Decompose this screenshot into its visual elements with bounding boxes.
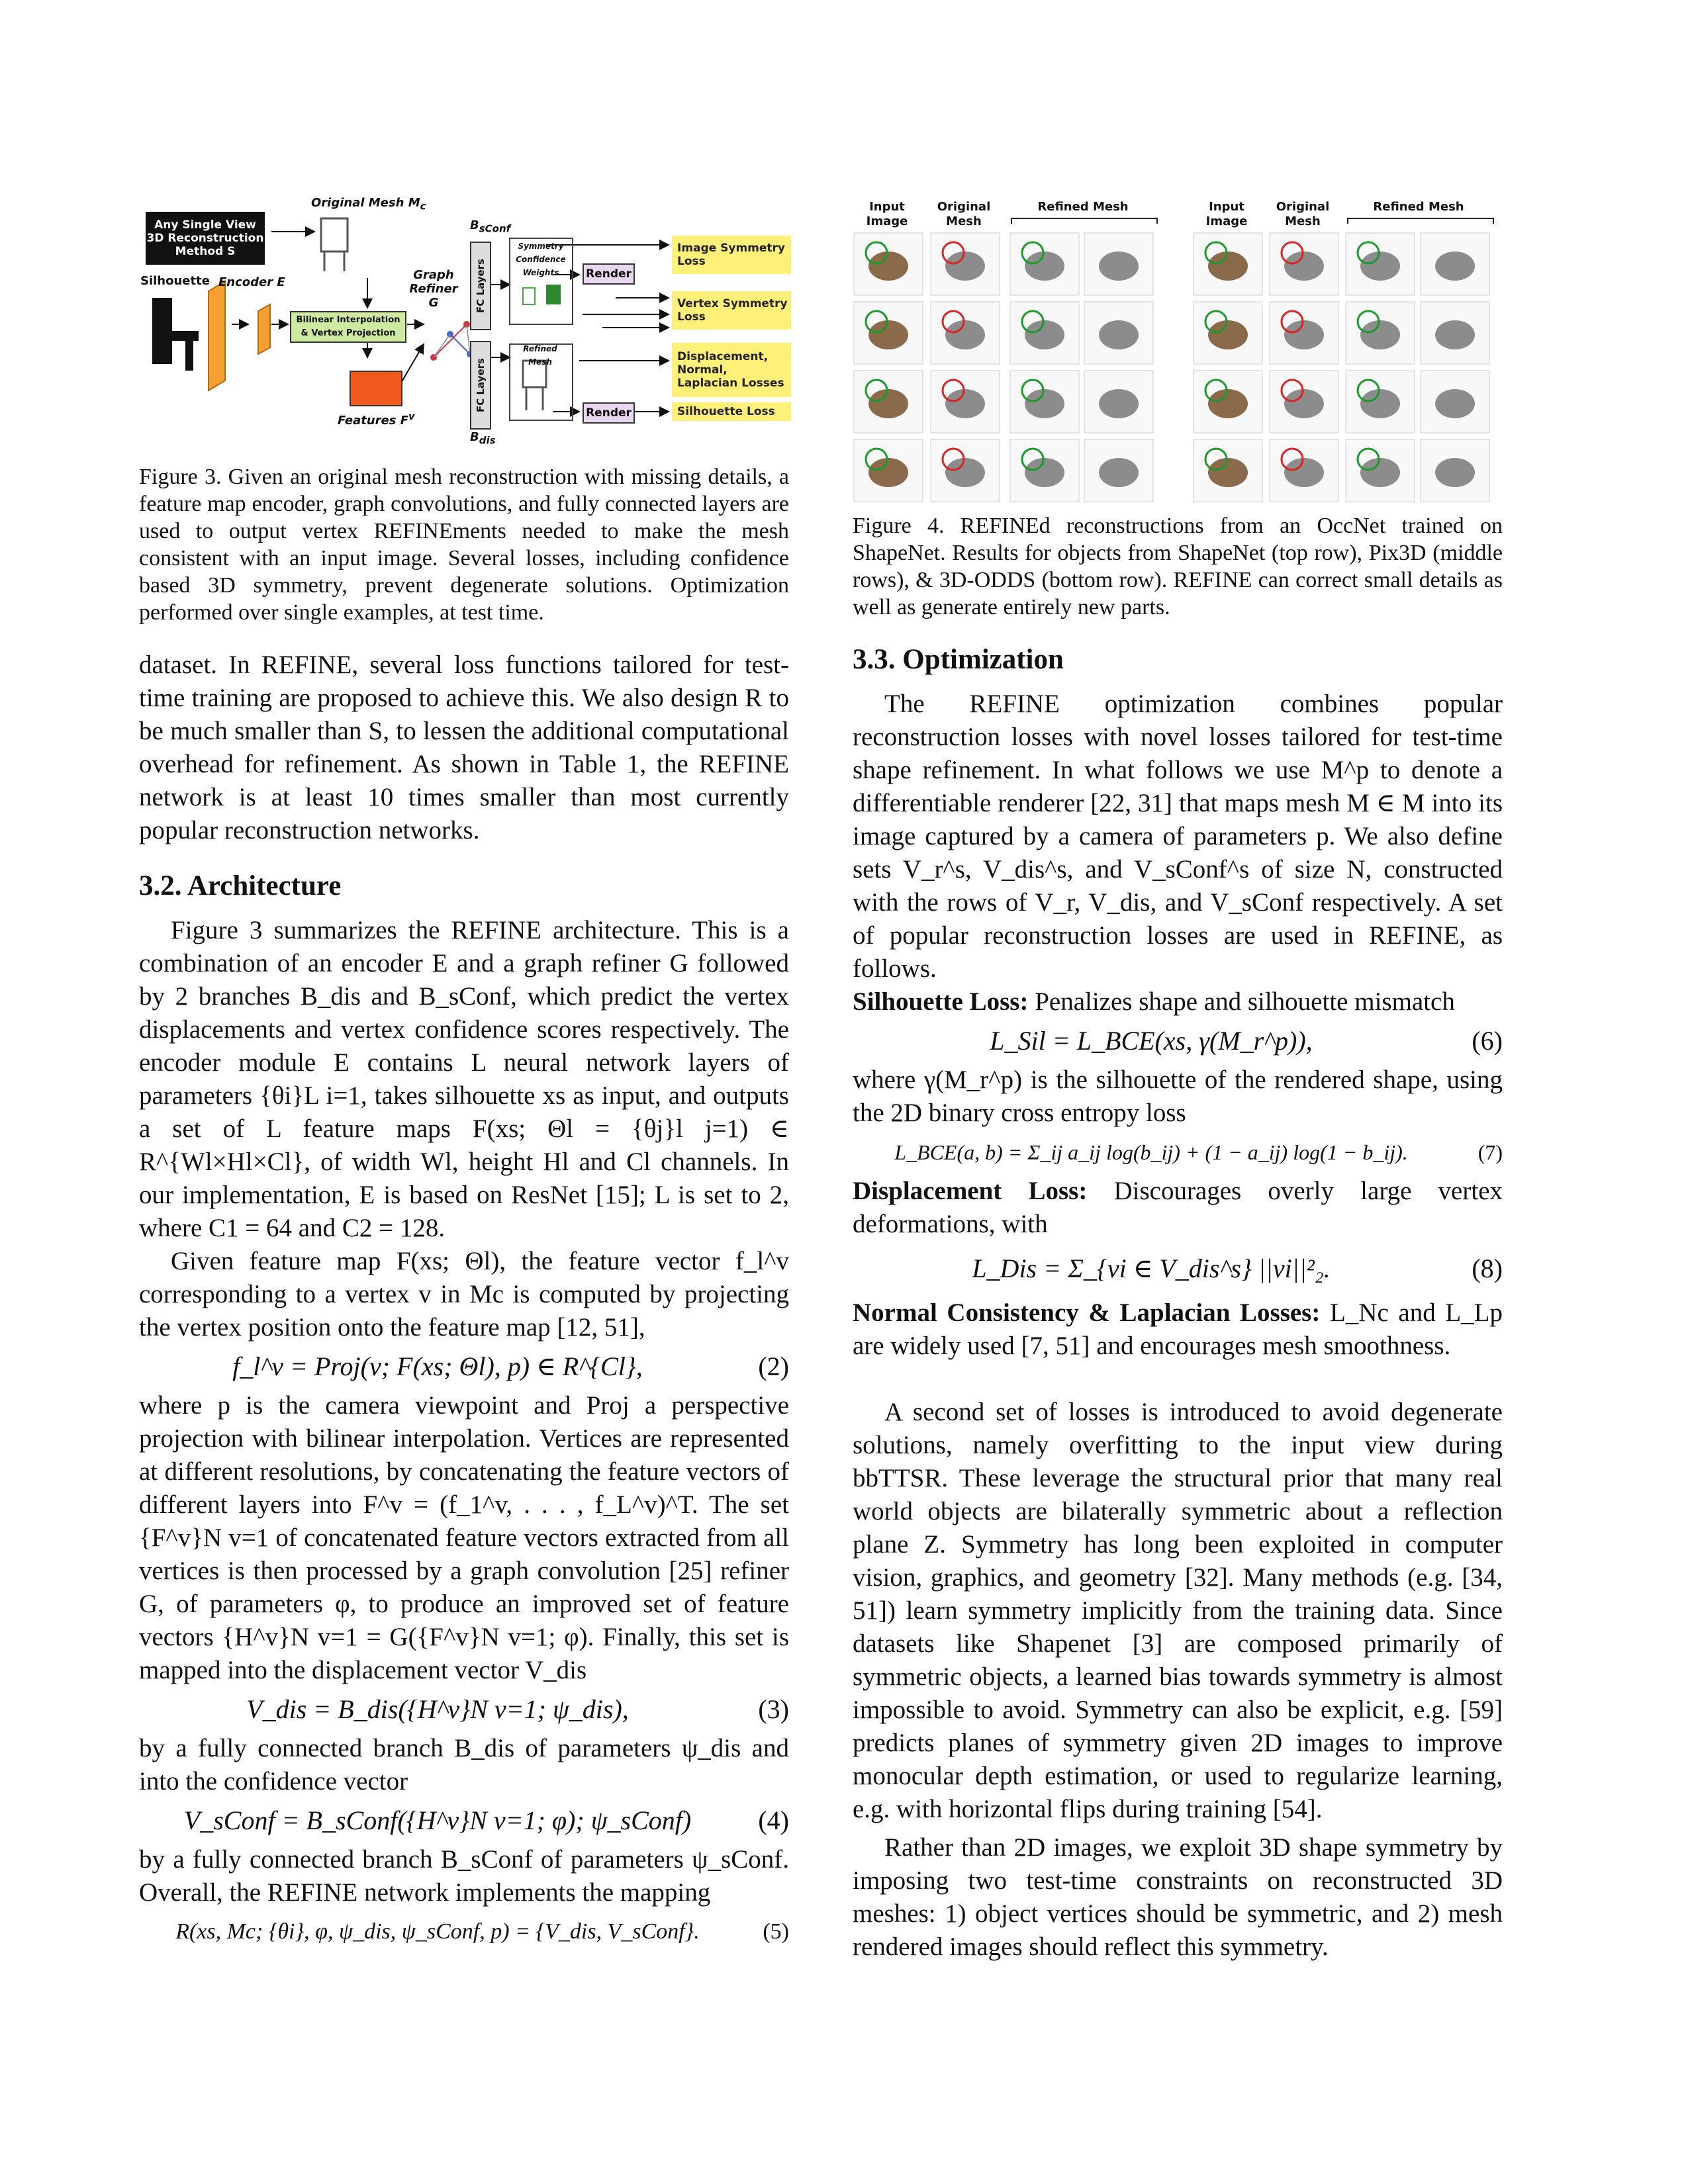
fig3-encoder-label: Encoder E [218, 275, 285, 289]
fig3-features-block [350, 371, 402, 406]
fig3-sym-conf-label: Symmetry Confidence Weights [516, 242, 566, 277]
fig4-object-shape [1025, 251, 1064, 281]
fig4-object-shape [945, 458, 985, 487]
silhouette-loss-title: Silhouette Loss: [853, 987, 1029, 1016]
equation-8-number: (8) [1472, 1253, 1503, 1283]
fig4-header-refined-right: Refined Mesh [1373, 200, 1464, 214]
right-column [853, 192, 1503, 1964]
fig4-object-shape [1099, 458, 1139, 487]
left-paragraph-5: by a fully connected branch B_dis of parameters ψ_dis and into the confidence vector [139, 1734, 789, 1796]
fig4-object-shape [1284, 389, 1324, 418]
fig3-features-label: Features $F^v$ [338, 410, 415, 428]
fig4-object-shape [868, 458, 908, 487]
equation-2-number: (2) [758, 1351, 789, 1381]
fig4-object-shape [1360, 389, 1400, 418]
fig4-object-shape [1360, 251, 1400, 281]
normal-laplacian-text: L_Nc and L_Lp are widely used [7, 51] and encourages mesh smoothness. [853, 1298, 1503, 1360]
fig4-header-input-right: Input Image [1205, 200, 1248, 228]
silhouette-loss-text: Penalizes shape and silhouette mismatch [1028, 987, 1455, 1016]
left-paragraph-3: Given feature map F(xs; Θl), the feature vector f_l^v corresponding to a vertex v in Mc is computed by projecting the vertex position onto the feature map [12, 51], [139, 1247, 789, 1342]
fig4-object-shape [1360, 458, 1400, 487]
equation-3-number: (3) [758, 1694, 789, 1724]
fig3-fc-layers-bottom: FC Layers [470, 341, 491, 430]
equation-5-number: (5) [763, 1919, 789, 1944]
fig4-object-shape [1099, 251, 1139, 281]
right-paragraph-1: The REFINE optimization combines popular reconstruction losses with novel losses tailored for test-time shape refinement. In what follows we use M^p to denote a differentiable renderer [22, 31] that maps mesh M ∈ M into its image captured by a camera of parameters p. We also define sets V_r^s, V_dis^s, and V_sConf^s of size N, constructed with the rows of V_r, V_dis, and V_sConf respectively. A set of popular reconstruction losses are used in REFINE, as follows. [853, 690, 1503, 983]
equation-8-body: L_Dis = Σ_{vi ∈ V_dis^s} ||vi||²₂. [972, 1253, 1331, 1283]
fig3-silhouette-label: Silhouette [140, 274, 210, 288]
equation-4-body: V_sConf = B_sConf({H^v}N v=1; φ); ψ_sConf) [183, 1805, 692, 1835]
normal-laplacian-paragraph [853, 1297, 1503, 1363]
fig4-header-original-right: Original Mesh [1276, 200, 1330, 228]
left-paragraph-4: where p is the camera viewpoint and Proj a perspective projection with bilinear interpolation. Vertices are represented at different resolutions, by concatenating the feature vectors of different layers into F^v = (f_1^v, . . . , f_L^v)^T. The set {F^v}N v=1 of concatenated feature vectors extracted from all vertices is then processed by a graph convolution [25] refiner G, of parameters φ, to produce an improved set of feature vectors {H^v}N v=1 = G({F^v}N v=1; φ). Finally, this set is mapped into the displacement vector V_dis [139, 1391, 789, 1684]
figure-4-caption: Figure 4. REFINEd reconstructions from an OccNet trained on ShapeNet. Results for objects from ShapeNet (top row), Pix3D (middle rows), & 3D-ODDS (bottom row). REFINE can correct small details as well as generate entirely new parts. [853, 514, 1503, 619]
fig4-object-shape [868, 251, 908, 281]
fig4-object-shape [1435, 458, 1475, 487]
equation-2 [139, 1348, 789, 1385]
fig3-method-box: Any Single View 3D Reconstruction Method S [146, 212, 265, 265]
displacement-loss-paragraph [853, 1175, 1503, 1241]
fig4-object-shape [1208, 458, 1248, 487]
equation-4-number: (4) [758, 1805, 789, 1835]
right-paragraph-2: where γ(M_r^p) is the silhouette of the rendered shape, using the 2D binary cross entropy loss [853, 1066, 1503, 1127]
fig4-object-shape [945, 389, 985, 418]
figure-3-caption: Figure 3. Given an original mesh reconstruction with missing details, a feature map encoder, graph convolutions, and fully connected layers are used to output vertex REFINEments needed to make the mesh consistent with an input image. Several losses, including confidence based 3D symmetry, prevent degenerate solutions. Optimization performed over single examples, at test time. [139, 465, 789, 625]
fig3-loss-displacement: Displacement, Normal, Laplacian Losses [672, 343, 791, 397]
left-paragraph-1: dataset. In REFINE, several loss functions tailored for test-time training are proposed to achieve this. We also design R to be much smaller than S, to lessen the additional computational overhead for refinement. As shown in Table 1, the REFINE network is at least 10 times smaller than most currently popular reconstruction networks. [139, 651, 789, 844]
equation-8 [853, 1250, 1503, 1287]
fig4-object-shape [1435, 389, 1475, 418]
fig4-object-shape [1025, 389, 1064, 418]
fig3-loss-image-symmetry: Image Symmetry Loss [672, 236, 791, 274]
fig4-object-shape [1284, 320, 1324, 349]
fig4-header-input-left: Input Image [866, 200, 908, 228]
fig4-object-shape [1360, 320, 1400, 349]
equation-7-body: L_BCE(a, b) = Σ_ij a_ij log(b_ij) + (1 − a_ij) log(1 − b_ij). [894, 1140, 1408, 1164]
equation-3 [139, 1691, 789, 1728]
fig3-loss-silhouette: Silhouette Loss [672, 402, 791, 421]
section-3-2-heading: 3.2. Architecture [139, 870, 342, 901]
equation-6 [853, 1023, 1503, 1060]
fig3-render-top: Render [583, 263, 635, 285]
right-paragraph-4: Rather than 2D images, we exploit 3D shape symmetry by imposing two test-time constraints on reconstructed 3D meshes: 1) object vertices should be symmetric, and 2) mesh rendered images should reflect this symmetry. [853, 1833, 1503, 1961]
fig4-object-shape [1208, 251, 1248, 281]
fig4-object-shape [1208, 389, 1248, 418]
equation-3-body: V_dis = B_dis({H^v}N v=1; ψ_dis), [246, 1694, 629, 1724]
fig3-bilinear-box: Bilinear Interpolation & Vertex Projection [290, 311, 406, 343]
equation-6-body: L_Sil = L_BCE(xs, γ(M_r^p)), [990, 1026, 1313, 1056]
fig4-object-shape [1025, 320, 1064, 349]
fig3-original-mesh-label: Original Mesh $M_c$ [311, 196, 426, 212]
left-paragraph-2: Figure 3 summarizes the REFINE architecture. This is a combination of an encoder E and a graph refiner G followed by 2 branches B_dis and B_sConf, which predict the vertex displacements and vertex confidence scores respectively. The encoder module E contains L neural network layers of parameters {θi}L i=1, takes silhouette xs as input, and outputs a set of L feature maps F(xs; Θl = {θj}l j=1) ∈ R^{Wl×Hl×Cl}, of width Wl, height Hl and Cl channels. In our implementation, E is based on ResNet [15]; L is set to 2, where C1 = 64 and C2 = 128. [139, 916, 789, 1242]
fig4-object-shape [1435, 251, 1475, 281]
fig3-b-sconf-label: $B_{sConf}$ [470, 218, 511, 235]
fig3-loss-vertex-symmetry: Vertex Symmetry Loss [672, 291, 791, 330]
fig4-thumbnails [853, 192, 1503, 510]
fig4-object-shape [868, 389, 908, 418]
section-3-3-heading: 3.3. Optimization [853, 644, 1064, 675]
fig3-render-bottom: Render [583, 402, 635, 424]
fig4-object-shape [1284, 458, 1324, 487]
fig4-object-shape [868, 320, 908, 349]
fig4-object-shape [1435, 320, 1475, 349]
fig3-fc-layers-top: FC Layers [470, 242, 491, 330]
equation-4 [139, 1802, 789, 1839]
fig4-header-original-left: Original Mesh [937, 200, 991, 228]
fig3-b-dis-label: $B_{dis}$ [470, 430, 496, 447]
figure-4 [853, 192, 1503, 510]
displacement-loss-text: Discourages overly large vertex deformations, with [853, 1177, 1503, 1238]
fig4-object-shape [1025, 458, 1064, 487]
fig4-object-shape [1208, 320, 1248, 349]
displacement-loss-title: Displacement Loss: [853, 1177, 1088, 1205]
fig4-object-shape [945, 251, 985, 281]
equation-5 [139, 1913, 789, 1950]
equation-7-number: (7) [1477, 1140, 1503, 1164]
silhouette-loss-paragraph [853, 985, 1503, 1019]
equation-2-body: f_l^v = Proj(v; F(xs; Θl), p) ∈ R^{Cl}, [232, 1351, 643, 1381]
equation-5-body: R(xs, Mc; {θi}, φ, ψ_dis, ψ_sConf, p) = {V_dis, V_sConf}. [175, 1919, 700, 1944]
normal-laplacian-title: Normal Consistency & Laplacian Losses: [853, 1298, 1321, 1327]
right-paragraph-3: A second set of losses is introduced to avoid degenerate solutions, namely overfitting to the input view during bbTTSR. These leverage the structural prior that many real world objects are bilaterally symmetric about a reflection plane Z. Symmetry has long been exploited in computer vision, graphics, and geometry [32]. Many methods (e.g. [34, 51]) learn symmetry implicitly from the training data. Since datasets like Shapenet [3] are composed primarily of symmetric objects, a learned bias towards symmetry is almost impossible to avoid. Symmetry can also be explicit, e.g. [59] predicts planes of symmetry given 2D images to improve monocular depth estimation, or used to regularize learning, e.g. with horizontal flips during training [54]. [853, 1398, 1503, 1823]
left-paragraph-6: by a fully connected branch B_sConf of parameters ψ_sConf. Overall, the REFINE network implements the mapping [139, 1845, 789, 1907]
fig4-object-shape [945, 320, 985, 349]
fig4-object-shape [1284, 251, 1324, 281]
equation-6-number: (6) [1472, 1026, 1503, 1056]
figure-3 [139, 192, 789, 457]
fig3-graph-refiner-label: Graph Refiner G [409, 268, 458, 310]
fig4-object-shape [1099, 389, 1139, 418]
fig3-refined-mesh-label: Refined Mesh [523, 344, 557, 367]
fig4-object-shape [1099, 320, 1139, 349]
fig4-header-refined-left: Refined Mesh [1037, 200, 1129, 214]
equation-7 [853, 1134, 1503, 1171]
left-column [139, 192, 789, 1954]
